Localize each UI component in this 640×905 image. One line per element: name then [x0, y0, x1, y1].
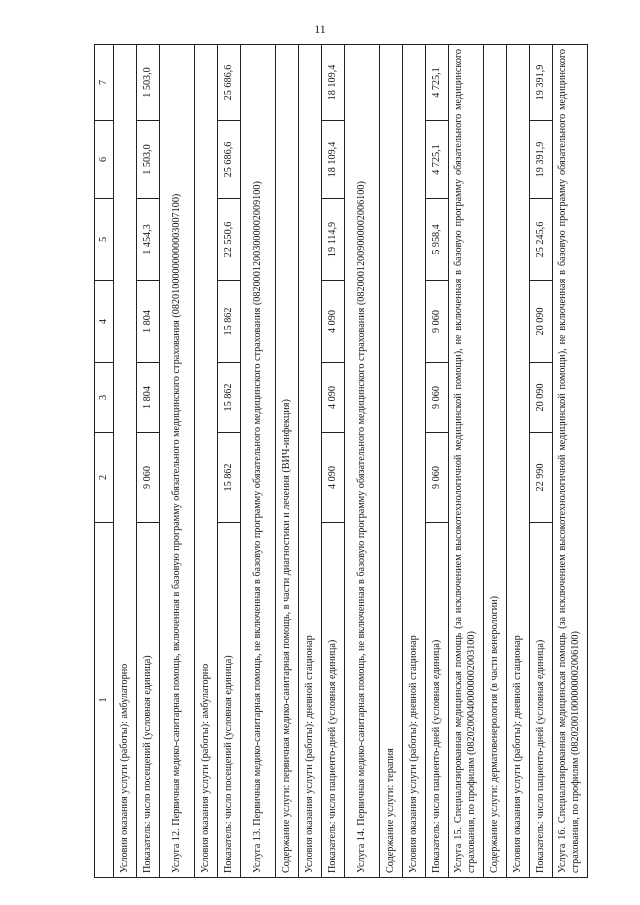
rotated-table-wrapper	[94, 45, 581, 878]
header-cell: 2	[95, 433, 114, 523]
value-cell: 9 060	[137, 433, 160, 523]
table-section-row	[403, 45, 426, 878]
table-section-row	[276, 45, 299, 878]
value-cell: 25 686,6	[218, 121, 241, 199]
value-cell: 1 503,0	[137, 45, 160, 121]
value-cell: 18 109,4	[322, 121, 345, 199]
section-text-cell: Услуга 12. Первичная медико-санитарная помощь, включенная в базовую программу обязательного медицинского страхования (08201000000000003007100)	[160, 45, 195, 878]
value-cell: 1 804	[137, 281, 160, 363]
section-text-cell: Условия оказания услуги (работы): дневной стационар	[403, 45, 426, 878]
value-cell: 4 090	[322, 433, 345, 523]
header-cell: 3	[95, 363, 114, 433]
value-cell: 9 060	[426, 433, 449, 523]
value-cell: 25 686,6	[218, 45, 241, 121]
table-section-row	[241, 45, 276, 878]
table-section-row	[195, 45, 218, 878]
header-cell: 1	[95, 523, 114, 878]
section-text-cell: Условия оказания услуги (работы): дневной стационар	[507, 45, 530, 878]
table-section-row	[345, 45, 380, 878]
rotated-table-area	[94, 45, 581, 878]
table-row	[137, 45, 160, 878]
value-cell: 20 090	[530, 281, 553, 363]
table-section-row	[553, 45, 588, 878]
table-row	[426, 45, 449, 878]
value-cell: 15 862	[218, 363, 241, 433]
value-cell: 25 245,6	[530, 199, 553, 281]
section-text-cell: Содержание услуги: дерматовенерология (в части венерологии)	[484, 45, 507, 878]
table-section-row	[380, 45, 403, 878]
page-number: 11	[314, 22, 326, 36]
section-text-cell: Услуга 13. Первичная медико-санитарная помощь, не включенная в базовую программу обязательного медицинского страхования (08200012003000002009100)	[241, 45, 276, 878]
table-section-row	[484, 45, 507, 878]
section-text-cell: Содержание услуги: первичная медико-санитарная помощь, в части диагностики и лечения (ВИЧ-инфекция)	[276, 45, 299, 878]
indicator-label-cell: Показатель: число пациенто-дней (условная единица)	[322, 523, 345, 878]
header-cell: 6	[95, 121, 114, 199]
value-cell: 19 114,9	[322, 199, 345, 281]
section-text-cell: Услуга 14. Первичная медико-санитарная помощь, не включенная в базовую программу обязательного медицинского страхования (08200012009000002006100)	[345, 45, 380, 878]
table-section-row	[299, 45, 322, 878]
section-text-cell: Содержание услуги: терапия	[380, 45, 403, 878]
value-cell: 4 090	[322, 363, 345, 433]
header-cell: 7	[95, 45, 114, 121]
table-section-row	[507, 45, 530, 878]
value-cell: 5 958,4	[426, 199, 449, 281]
section-text-cell: Услуга 15. Специализированная медицинская помощь (за исключением высокотехнологичной медицинской помощи), не включенная в базовую программу обязательного медицинского страхования, по профилям (08202000400000002003100)	[449, 45, 484, 878]
indicator-label-cell: Показатель: число пациенто-дней (условная единица)	[426, 523, 449, 878]
indicator-label-cell: Показатель: число посещений (условная единица)	[137, 523, 160, 878]
section-text-cell: Услуга 16. Специализированная медицинская помощь (за исключением высокотехнологичной медицинской помощи), не включенная в базовую программу обязательного медицинского страхования, по профилям (08202001000000002006100)	[553, 45, 588, 878]
header-cell: 4	[95, 281, 114, 363]
table-header-row	[95, 45, 114, 878]
header-cell: 5	[95, 199, 114, 281]
value-cell: 9 060	[426, 281, 449, 363]
value-cell: 4 725,1	[426, 121, 449, 199]
value-cell: 22 990	[530, 433, 553, 523]
value-cell: 1 454,3	[137, 199, 160, 281]
section-text-cell: Условия оказания услуги (работы): амбулаторно	[114, 45, 137, 878]
section-text-cell: Условия оказания услуги (работы): амбулаторно	[195, 45, 218, 878]
value-cell: 18 109,4	[322, 45, 345, 121]
table-section-row	[160, 45, 195, 878]
value-cell: 19 391,9	[530, 45, 553, 121]
value-cell: 20 090	[530, 363, 553, 433]
value-cell: 4 725,1	[426, 45, 449, 121]
value-cell: 9 060	[426, 363, 449, 433]
table-section-row	[114, 45, 137, 878]
table-row	[530, 45, 553, 878]
value-cell: 19 391,9	[530, 121, 553, 199]
value-cell: 15 862	[218, 281, 241, 363]
value-cell: 4 090	[322, 281, 345, 363]
section-text-cell: Условия оказания услуги (работы): дневной стационар	[299, 45, 322, 878]
services-table	[94, 44, 588, 878]
value-cell: 1 804	[137, 363, 160, 433]
table-row	[322, 45, 345, 878]
table-section-row	[449, 45, 484, 878]
indicator-label-cell: Показатель: число посещений (условная единица)	[218, 523, 241, 878]
table-row	[218, 45, 241, 878]
indicator-label-cell: Показатель: число пациенто-дней (условная единица)	[530, 523, 553, 878]
value-cell: 22 550,6	[218, 199, 241, 281]
value-cell: 15 862	[218, 433, 241, 523]
table-body	[95, 45, 588, 878]
value-cell: 1 503,0	[137, 121, 160, 199]
